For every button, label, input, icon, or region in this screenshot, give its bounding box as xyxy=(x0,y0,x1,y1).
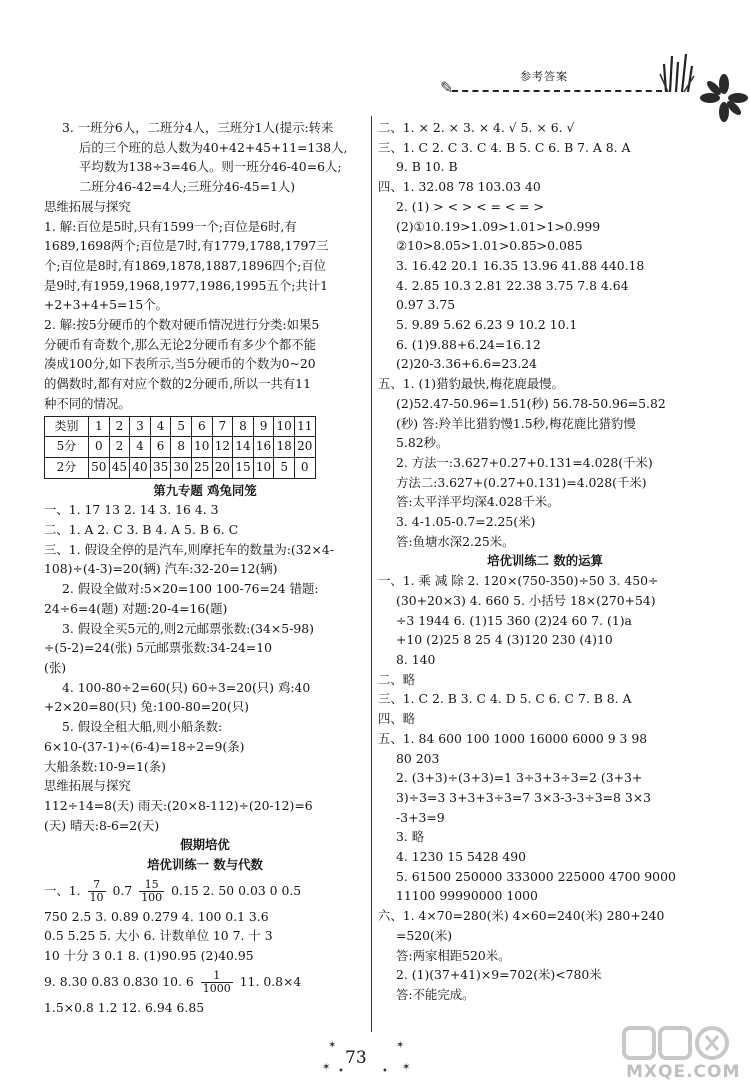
answer-line: 5.82秒。 xyxy=(396,435,449,451)
table-cell: 10 xyxy=(274,416,295,437)
answer-line: 二班分46-42=4人;三班分46-45=1人) xyxy=(79,179,296,195)
answer-line: 3. 略 xyxy=(396,829,425,845)
answer-line: 3. 4-1.05-0.7=2.25(米) xyxy=(396,514,536,530)
answer-line: 4. 100-80÷2=60(只) 60÷3=20(只) 鸡:40 xyxy=(62,679,311,695)
answer-line: 0.97 3.75 xyxy=(396,297,456,313)
answer-line: 三、1. C 2. C 3. C 4. B 5. C 6. B 7. A 8. A xyxy=(378,139,631,155)
answer-text: 0.7 xyxy=(112,882,133,898)
fraction-numerator: 7 xyxy=(88,879,106,892)
table-cell: 2 xyxy=(109,416,130,437)
answer-line: 答:鱼塘水深2.25米。 xyxy=(396,533,515,549)
answer-line: 一、1. 乘 减 除 2. 120×(750-350)÷50 3. 450÷ xyxy=(378,573,659,589)
answer-line: 三、1. 假设全停的是汽车,则摩托车的数量为:(32×4- xyxy=(44,541,334,557)
answer-line: -3+3=9 xyxy=(396,809,445,825)
answer-line: =520(米) xyxy=(396,927,453,943)
answer-line: 9. B 10. B xyxy=(396,159,458,175)
answer-text: 11. 0.8×4 xyxy=(239,973,302,989)
fraction xyxy=(201,970,233,995)
answer-line: ②10>8.05>1.01>0.85>0.085 xyxy=(396,238,583,254)
answer-line: 6. (1)9.88+6.24=16.12 xyxy=(396,336,541,352)
answer-line: 答:两家相距520米。 xyxy=(396,947,511,963)
answer-line: 是9时,有1959,1968,1977,1986,1995五个;共计1 xyxy=(44,277,329,293)
answer-line: ÷(5-2)=24(张) 5元邮票张数:34-24=10 xyxy=(44,640,273,656)
answer-line: 6×10-(37-1)÷(6-4)=18÷2=9(条) xyxy=(44,738,245,754)
answer-line: 五、1. 84 600 100 1000 16000 6000 9 3 98 xyxy=(378,730,648,746)
table-cell: 2 xyxy=(109,437,130,458)
table-cell: 2分 xyxy=(45,457,89,478)
answer-line: 4. 1230 15 5428 490 xyxy=(396,849,527,865)
fraction-denominator: 1000 xyxy=(202,981,231,995)
fraction-numerator: 1 xyxy=(201,970,233,983)
answer-line: 5. 假设全租大船,则小船条数: xyxy=(62,719,223,735)
answer-line: (天) 晴天:8-6=2(天) xyxy=(44,817,160,833)
answer-line: 二、略 xyxy=(378,671,416,687)
answer-line: 108)÷(4-3)=20(辆) 汽车:32-20=12(辆) xyxy=(44,561,278,577)
page-number: 73 xyxy=(345,1048,367,1068)
answer-text: 一、1. xyxy=(44,882,81,898)
answer-line: 2. (3+3)÷(3+3)=1 3÷3+3÷3=2 (3+3+ xyxy=(396,770,643,786)
answer-line: 凑成100分,如下表所示,当5分硬币的个数为0~20 xyxy=(44,356,316,372)
answer-line: 11100 99990000 1000 xyxy=(396,888,538,904)
answer-line: 3. 假设全买5元的,则2元邮票张数:(34×5-98) xyxy=(62,620,314,636)
answer-line: 二、1. × 2. × 3. × 4. √ 5. × 6. √ xyxy=(378,120,575,135)
coin-table xyxy=(44,416,316,479)
table-cell: 10 xyxy=(191,437,212,458)
answer-line: 答:太平洋平均深4.028千米。 xyxy=(396,494,560,510)
header-title: 参考答案 xyxy=(520,70,568,83)
answer-line: 方法二:3.627+(0.27+0.131)=4.028(千米) xyxy=(396,474,647,490)
answer-line: 10 十分 3 0.1 8. (1)90.95 (2)40.95 xyxy=(44,948,254,964)
answer-line: 2. 方法一:3.627+0.27+0.131=4.028(千米) xyxy=(396,454,653,470)
column-divider xyxy=(371,116,372,1032)
fraction-denominator: 10 xyxy=(89,890,104,904)
table-cell: 12 xyxy=(212,437,233,458)
table-cell: 0 xyxy=(89,437,110,458)
answer-line xyxy=(44,966,366,998)
table-cell: 类别 xyxy=(45,416,89,437)
answer-line: 3)÷3=3 3+3+3÷3=7 3×3-3-3÷3=8 3×3 xyxy=(396,789,651,805)
star-icon: ✶ xyxy=(402,1062,411,1073)
table-cell: 45 xyxy=(109,457,130,478)
table-cell: 50 xyxy=(89,457,110,478)
answer-line: 答:不能完成。 xyxy=(396,986,475,1002)
answer-line: 二、1. A 2. C 3. B 4. A 5. B 6. C xyxy=(44,522,239,538)
star-icon: ✶ xyxy=(396,1040,405,1051)
answer-line: 2. (1) > < > < = < = > xyxy=(396,198,544,214)
table-cell: 16 xyxy=(253,437,274,458)
header-dashed-line xyxy=(452,90,662,92)
fraction-denominator: 100 xyxy=(141,890,163,904)
table-cell: 35 xyxy=(150,457,171,478)
subheading: 思维拓展与探究 xyxy=(44,778,131,794)
table-cell: 7 xyxy=(212,416,233,437)
answer-line: 的偶数时,都有对应个数的2分硬币,所以一共有11 xyxy=(44,376,311,392)
answer-line: 8. 140 xyxy=(396,651,436,667)
fraction xyxy=(88,879,106,904)
answer-text: 0.15 2. 50 0.03 0 0.5 xyxy=(171,882,302,898)
star-decoration xyxy=(322,1036,412,1076)
page-header xyxy=(440,52,750,102)
table-cell: 9 xyxy=(253,416,274,437)
answer-line: 分硬币有奇数个,那么无论2分硬币有多少个都不能 xyxy=(44,336,317,352)
section-title: 培优训练一 数与代数 xyxy=(147,857,263,873)
table-cell: 1 xyxy=(89,416,110,437)
table-cell: 14 xyxy=(233,437,254,458)
dot-icon: • xyxy=(338,1066,344,1077)
dot-icon: • xyxy=(382,1066,388,1077)
table-cell: 6 xyxy=(150,437,171,458)
answer-line: 个;百位是8时,有1869,1878,1887,1896四个;百位 xyxy=(44,257,327,273)
answer-line: 三、1. C 2. B 3. C 4. D 5. C 6. C 7. B 8. A xyxy=(378,691,632,707)
answer-line: 3. 16.42 20.1 16.35 13.96 41.88 440.18 xyxy=(396,257,645,273)
answer-line: 种不同的情况。 xyxy=(44,395,131,411)
answer-line: 平均数为138÷3=46人。则一班分46-40=6人; xyxy=(79,159,342,175)
pencil-icon: ✎ xyxy=(440,78,454,97)
star-icon: ✶ xyxy=(322,1062,331,1073)
table-cell: 25 xyxy=(191,457,212,478)
answer-line: (30+20×3) 4. 660 5. 小括号 18×(270+54) xyxy=(396,592,656,608)
table-row xyxy=(45,416,316,437)
answer-line: 5. 61500 250000 333000 225000 4700 9000 xyxy=(396,868,676,884)
answer-line: 80 203 xyxy=(396,750,440,766)
answer-line: 四、1. 32.08 78 103.03 40 xyxy=(378,179,541,195)
answer-line: 六、1. 4×70=280(米) 4×60=240(米) 280+240 xyxy=(378,908,665,924)
fraction-numerator: 15 xyxy=(139,879,164,892)
table-cell: 30 xyxy=(171,457,192,478)
table-cell: 11 xyxy=(294,416,315,437)
table-cell: 20 xyxy=(212,457,233,478)
answer-line: +2×20=80(只) 兔:100-80=20(只) xyxy=(44,699,249,715)
answer-line: 2. 解:按5分硬币的个数对硬币情况进行分类:如果5 xyxy=(44,317,320,333)
table-cell: 18 xyxy=(274,437,295,458)
table-cell: 5 xyxy=(171,416,192,437)
left-column xyxy=(44,118,366,1018)
watermark-logo xyxy=(616,1022,746,1082)
section-title: 培优训练二 数的运算 xyxy=(487,553,603,569)
watermark-emblem-icon xyxy=(616,1022,746,1062)
answer-line: 后的三个班的总人数为40+42+45+11=138人, xyxy=(79,139,348,155)
answer-line: +2+3+4+5=15个。 xyxy=(44,297,168,313)
answer-line: (2)52.47-50.96=1.51(秒) 56.78-50.96=5.82 xyxy=(396,395,666,411)
answer-line: 五、1. (1)猎豹最快,梅花鹿最慢。 xyxy=(378,376,564,392)
answer-line: 0.5 5.25 5. 大小 6. 计数单位 10 7. 十 3 xyxy=(44,928,273,944)
answer-line: 2. (1)(37+41)×9=702(米)<780米 xyxy=(396,967,602,983)
watermark-text: MXQE.COM xyxy=(626,1062,741,1082)
answer-line: 2. 假设全做对:5×20=100 100-76=24 错题: xyxy=(62,581,319,597)
table-cell: 4 xyxy=(130,437,151,458)
answer-line: (秒) 答:羚羊比猎豹慢1.5秒,梅花鹿比猎豹慢 xyxy=(396,415,636,431)
table-cell: 20 xyxy=(294,437,315,458)
table-cell: 10 xyxy=(253,457,274,478)
answer-line: ÷3 1944 6. (1)15 360 (2)24 60 7. (1)a xyxy=(396,612,632,628)
right-column xyxy=(378,118,712,1005)
fraction xyxy=(139,879,164,904)
table-cell: 5分 xyxy=(45,437,89,458)
answer-line: 24÷6=4(题) 对题:20-4=16(题) xyxy=(44,600,228,616)
table-row xyxy=(45,437,316,458)
answer-line: 750 2.5 3. 0.89 0.279 4. 100 0.1 3.6 xyxy=(44,908,269,924)
table-cell: 8 xyxy=(233,416,254,437)
flower-icon xyxy=(698,72,750,124)
answer-line: (张) xyxy=(44,659,67,675)
answer-text: 9. 8.30 0.83 0.830 10. 6 xyxy=(44,973,194,989)
answer-line: 四、略 xyxy=(378,711,416,727)
answer-line: +10 (2)25 8 25 4 (3)120 230 (4)10 xyxy=(396,632,613,648)
grass-plant-icon xyxy=(658,52,698,92)
table-cell: 5 xyxy=(274,457,295,478)
answer-line: 1.5×0.8 1.2 12. 6.94 6.85 xyxy=(44,999,205,1015)
answer-line: 5. 9.89 5.62 6.23 9 10.2 10.1 xyxy=(396,317,578,333)
section-title: 假期培优 xyxy=(180,837,230,853)
answer-line: 3. 一班分6人，二班分4人，三班分1人(提示:转来 xyxy=(62,120,334,135)
table-cell: 40 xyxy=(130,457,151,478)
answer-line: 112÷14=8(天) 雨天:(20×8-112)÷(20-12)=6 xyxy=(44,797,313,813)
answer-line: 大船条数:10-9=1(条) xyxy=(44,758,166,774)
table-row xyxy=(45,457,316,478)
answer-line: 一、1. 17 13 2. 14 3. 16 4. 3 xyxy=(44,502,219,518)
section-title: 第九专题 鸡兔同笼 xyxy=(153,482,257,498)
table-cell: 3 xyxy=(130,416,151,437)
table-cell: 0 xyxy=(294,457,315,478)
table-cell: 15 xyxy=(233,457,254,478)
answer-line: 1. 解:百位是5时,只有1599一个;百位是6时,有 xyxy=(44,218,297,234)
table-cell: 4 xyxy=(150,416,171,437)
answer-line: 1689,1698两个;百位是7时,有1779,1788,1797三 xyxy=(44,238,329,254)
answer-line: (2)20-3.36+6.6=23.24 xyxy=(396,356,538,372)
subheading: 思维拓展与探究 xyxy=(44,198,131,214)
table-cell: 6 xyxy=(191,416,212,437)
answer-line xyxy=(44,875,366,907)
table-cell: 8 xyxy=(171,437,192,458)
answer-line: 4. 2.85 10.3 2.81 22.38 3.75 7.8 4.64 xyxy=(396,277,629,293)
answer-line: (2)①10.19>1.09>1.01>1>0.999 xyxy=(396,218,601,234)
star-icon: ✶ xyxy=(328,1040,337,1051)
